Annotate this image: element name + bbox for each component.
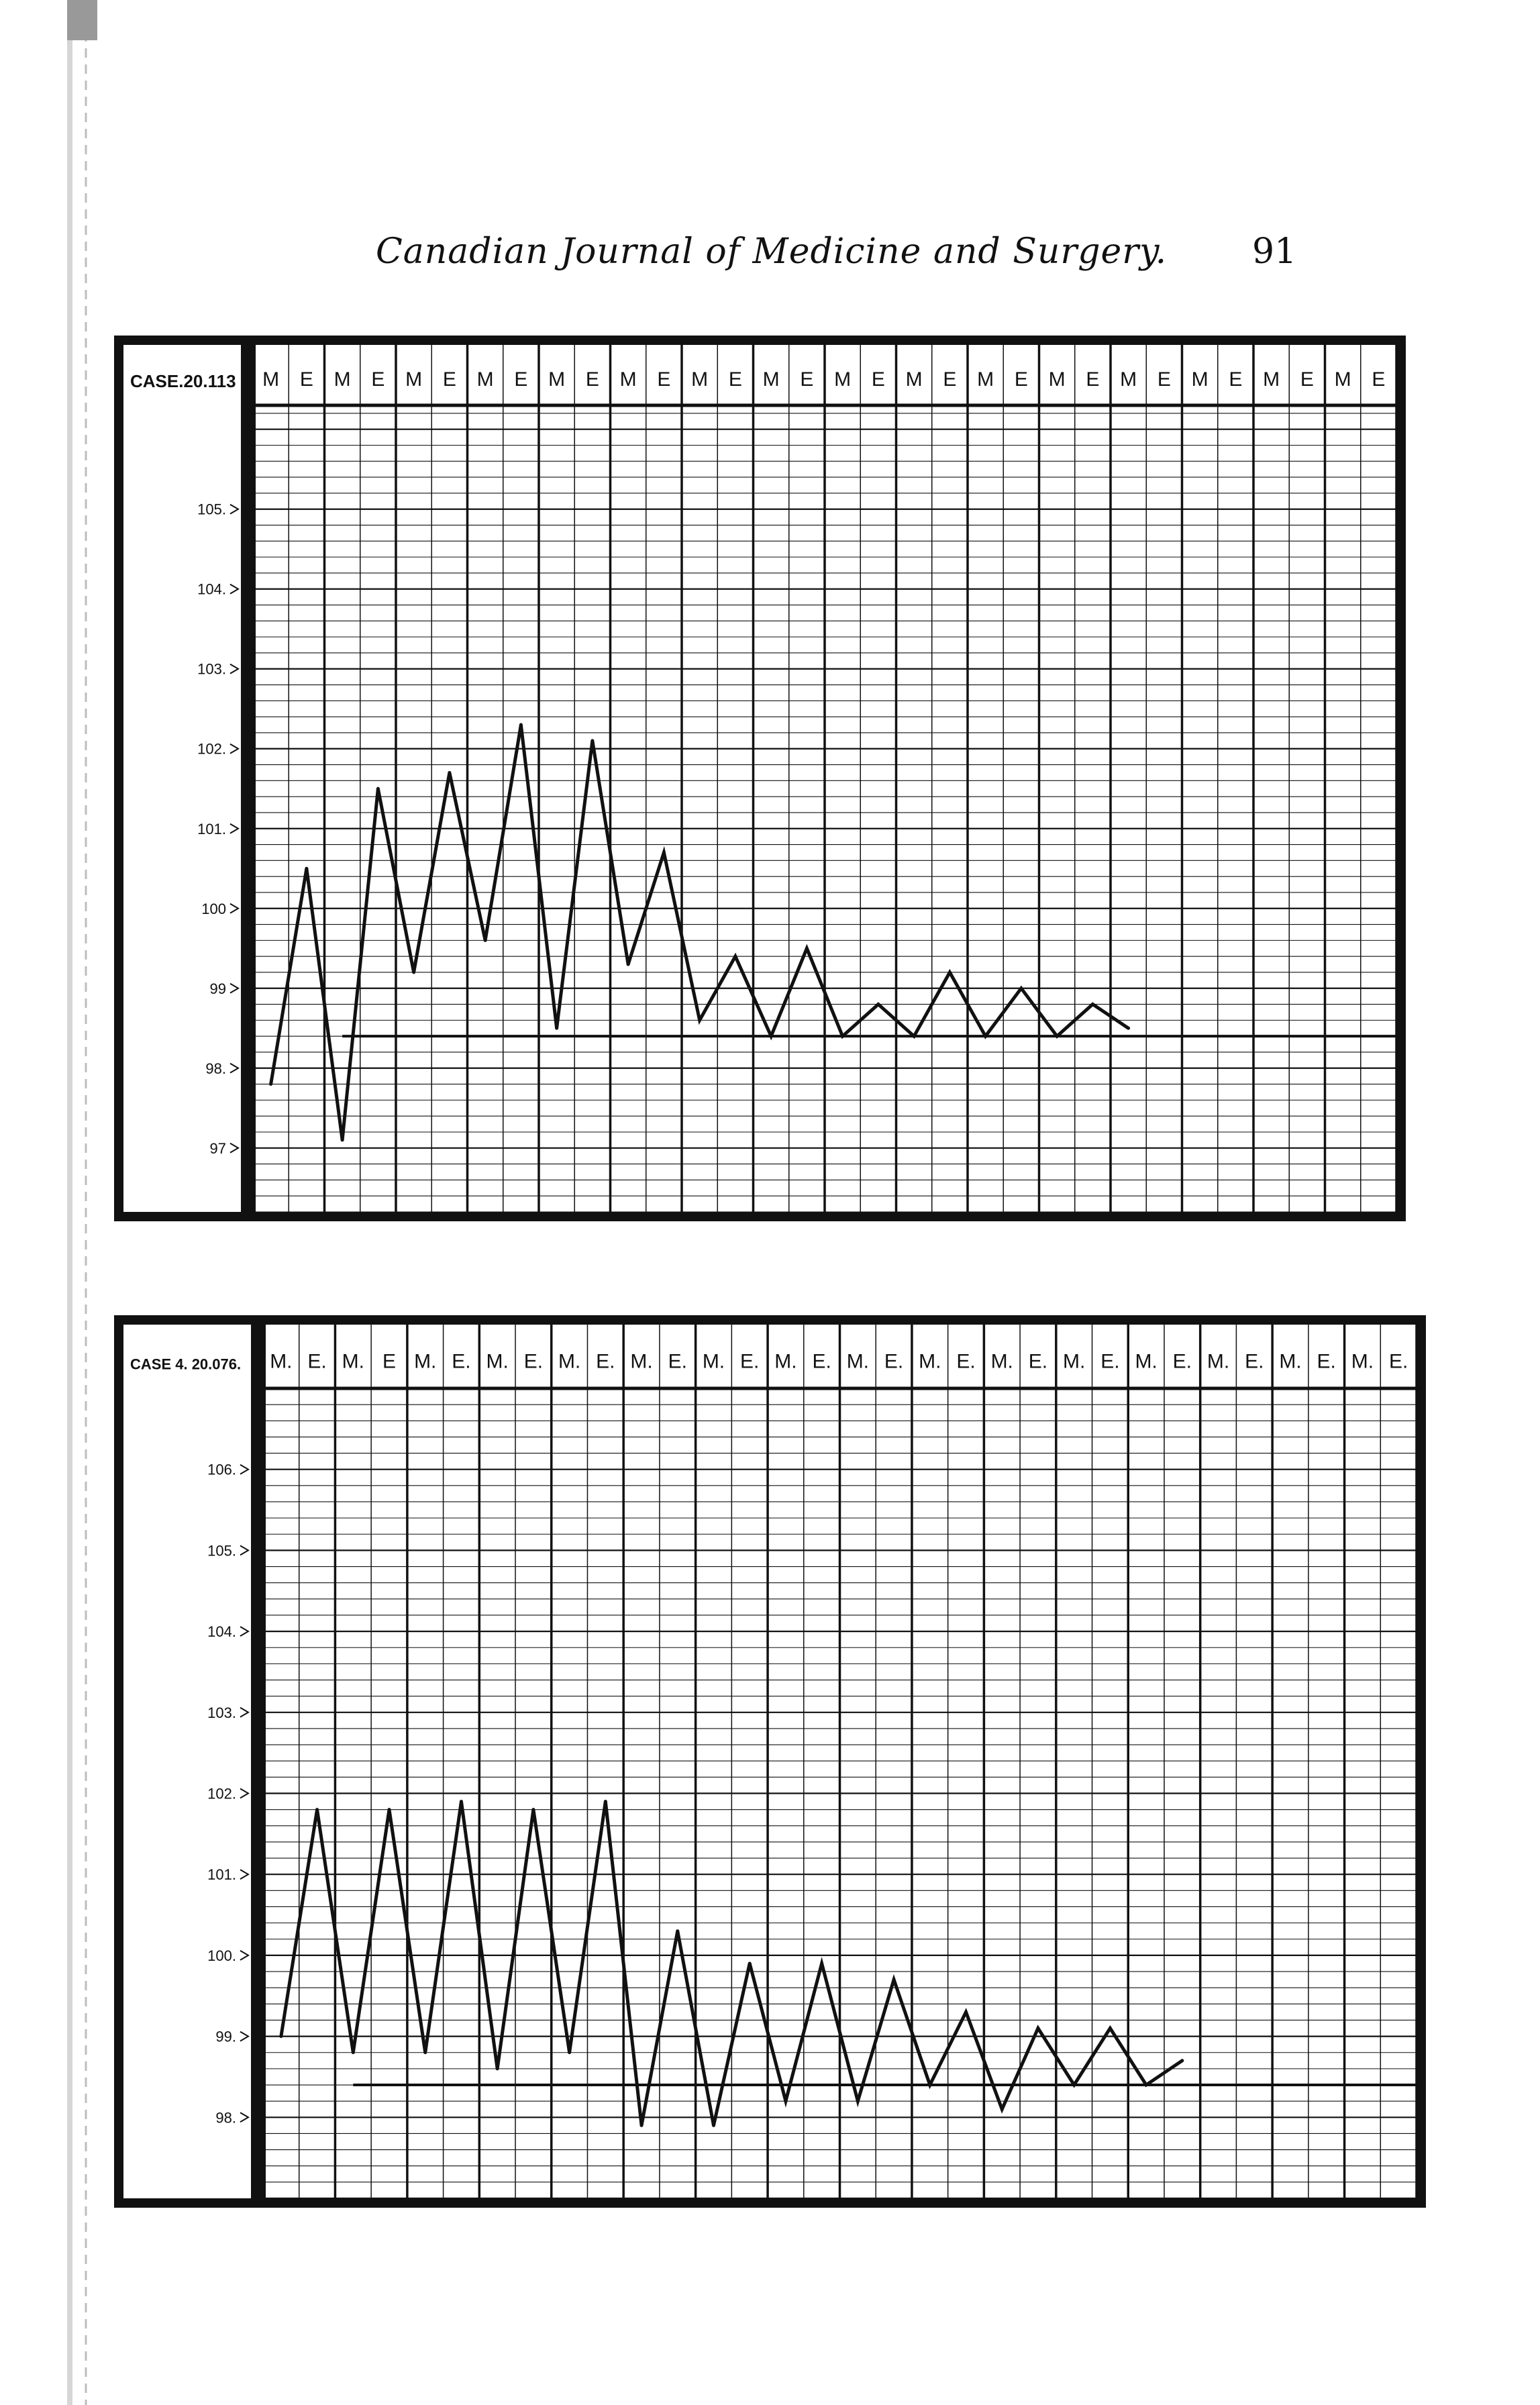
temperature-point — [519, 723, 523, 727]
column-header: M — [1334, 368, 1351, 391]
column-header: E — [371, 368, 385, 391]
temperature-point — [604, 1800, 607, 1803]
column-header: M. — [1063, 1350, 1086, 1373]
temperature-point — [856, 2100, 860, 2103]
column-header: E — [1086, 368, 1100, 391]
temperature-chart-case-20113 — [114, 336, 1406, 1221]
temperature-point — [484, 939, 487, 942]
y-tick-label: 100. — [207, 1947, 236, 1964]
column-header: E — [800, 368, 814, 391]
column-header: M. — [774, 1350, 797, 1373]
column-header: M — [1048, 368, 1066, 391]
y-tick-label: 98. — [215, 2109, 236, 2127]
y-tick-label: 99 — [209, 980, 226, 997]
column-header: E — [943, 368, 957, 391]
y-tick-label: 99. — [215, 2028, 236, 2045]
temperature-point — [412, 970, 415, 974]
temperature-point — [388, 1808, 391, 1811]
temperature-point — [712, 2124, 715, 2127]
temperature-point — [568, 2051, 571, 2054]
column-header: E — [382, 1350, 397, 1373]
column-header: M. — [1351, 1350, 1374, 1373]
column-header: E. — [956, 1350, 976, 1373]
y-tick-label: 98. — [205, 1060, 226, 1077]
temperature-point — [784, 2100, 787, 2103]
column-header: M — [1263, 368, 1280, 391]
temperature-point — [1019, 986, 1023, 990]
column-header: E — [514, 368, 528, 391]
column-header: E. — [1317, 1350, 1336, 1373]
temperature-point — [1145, 2084, 1148, 2087]
column-header: E. — [668, 1350, 687, 1373]
y-tick-label: 104. — [207, 1623, 236, 1641]
chart-frame — [119, 1320, 1421, 2203]
column-header: M — [1191, 368, 1209, 391]
column-header: M — [405, 368, 423, 391]
column-header: E. — [1028, 1350, 1048, 1373]
column-header: E — [728, 368, 742, 391]
temperature-point — [876, 1003, 880, 1006]
temperature-point — [496, 2067, 499, 2070]
temperature-point — [733, 955, 737, 958]
y-tick-label: 97 — [209, 1139, 226, 1157]
column-header: M. — [342, 1350, 364, 1373]
temperature-point — [662, 851, 666, 854]
column-header: M. — [558, 1350, 581, 1373]
temperature-point — [269, 1082, 272, 1086]
y-tick-label: 104. — [197, 580, 226, 598]
column-header: M. — [1279, 1350, 1302, 1373]
temperature-point — [279, 2035, 283, 2038]
column-header: E — [871, 368, 885, 391]
temperature-point — [841, 1035, 844, 1038]
column-header: E. — [523, 1350, 544, 1373]
y-tick-label: 103. — [207, 1704, 236, 1721]
column-header: M — [476, 368, 494, 391]
temperature-point — [928, 2084, 931, 2087]
column-header: M. — [270, 1350, 293, 1373]
temperature-point — [448, 771, 451, 774]
y-tick-label: 106. — [207, 1461, 236, 1478]
temperature-point — [591, 739, 594, 742]
column-header: E — [1229, 368, 1243, 391]
temperature-point — [964, 2010, 968, 2014]
column-header: M — [1120, 368, 1137, 391]
temperature-point — [315, 1808, 319, 1811]
column-header: E. — [307, 1350, 327, 1373]
y-tick-label: 102. — [197, 740, 226, 758]
temperature-point — [1056, 1035, 1059, 1038]
temperature-point — [460, 1800, 463, 1803]
y-tick-label: 100 — [201, 900, 226, 917]
temperature-point — [1072, 2084, 1076, 2087]
column-header: E. — [884, 1350, 904, 1373]
column-header: E. — [1172, 1350, 1192, 1373]
temperature-point — [640, 2124, 644, 2127]
column-header: M — [691, 368, 709, 391]
column-header: E — [585, 368, 599, 391]
case-label: CASE.20.113 — [130, 371, 236, 391]
column-header: M — [619, 368, 637, 391]
column-header: M. — [486, 1350, 509, 1373]
column-header: E. — [596, 1350, 615, 1373]
y-tick-label: 101. — [197, 820, 226, 837]
column-header: M — [834, 368, 852, 391]
temperature-point — [770, 1035, 773, 1038]
column-header: M — [905, 368, 923, 391]
column-header: M. — [990, 1350, 1013, 1373]
column-header: E — [1157, 368, 1171, 391]
case-label: CASE 4. 20.076. — [130, 1355, 242, 1373]
column-header: E. — [452, 1350, 471, 1373]
column-header: E — [442, 368, 456, 391]
column-header: M — [333, 368, 351, 391]
temperature-point — [948, 970, 952, 974]
temperature-point — [748, 1961, 752, 1965]
temperature-point — [352, 2051, 355, 2054]
column-header: M. — [846, 1350, 870, 1373]
temperature-point — [805, 947, 809, 950]
page-number: 91 — [1252, 232, 1297, 272]
column-header: E. — [812, 1350, 831, 1373]
column-header: M. — [1207, 1350, 1230, 1373]
temperature-point — [1091, 1003, 1094, 1006]
y-tick-label: 105. — [197, 501, 226, 518]
temperature-point — [305, 867, 308, 870]
y-tick-label: 101. — [207, 1866, 236, 1884]
column-header: M — [548, 368, 566, 391]
column-header: M — [977, 368, 994, 391]
temperature-point — [423, 2051, 427, 2054]
temperature-point — [1036, 2027, 1039, 2030]
temperature-point — [1000, 2108, 1004, 2111]
running-head: Canadian Journal of Medicine and Surgery. — [376, 232, 1168, 272]
binding-edge — [0, 0, 101, 2405]
column-header: M — [762, 368, 780, 391]
temperature-point — [627, 963, 630, 966]
column-header: E — [299, 368, 313, 391]
temperature-chart-case-20076 — [114, 1315, 1426, 2208]
temperature-point — [531, 1808, 535, 1811]
column-header: E. — [1245, 1350, 1264, 1373]
column-header: M. — [414, 1350, 437, 1373]
temperature-point — [820, 1961, 823, 1965]
y-tick-label: 105. — [207, 1542, 236, 1559]
column-header: M. — [630, 1350, 653, 1373]
temperature-point — [984, 1035, 987, 1038]
column-header: E — [1372, 368, 1386, 391]
column-header: E. — [1388, 1350, 1408, 1373]
temperature-point — [676, 1929, 679, 1933]
temperature-point — [698, 1019, 701, 1022]
y-tick-label: 103. — [197, 660, 226, 678]
column-header: M. — [702, 1350, 725, 1373]
column-header: E — [1014, 368, 1028, 391]
y-tick-label: 102. — [207, 1785, 236, 1802]
column-header: E. — [740, 1350, 760, 1373]
column-header: M. — [1135, 1350, 1158, 1373]
temperature-point — [892, 1978, 896, 1982]
chart-frame — [119, 340, 1401, 1217]
temperature-point — [341, 1138, 344, 1141]
column-header: E. — [1100, 1350, 1120, 1373]
column-header: M. — [919, 1350, 941, 1373]
temperature-point — [1109, 2027, 1112, 2030]
temperature-point — [1180, 2059, 1184, 2062]
temperature-point — [913, 1035, 916, 1038]
column-header: E — [657, 368, 671, 391]
column-header: M — [262, 368, 280, 391]
temperature-point — [1127, 1027, 1130, 1030]
temperature-point — [376, 787, 380, 790]
temperature-point — [555, 1027, 558, 1030]
column-header: E — [1300, 368, 1314, 391]
